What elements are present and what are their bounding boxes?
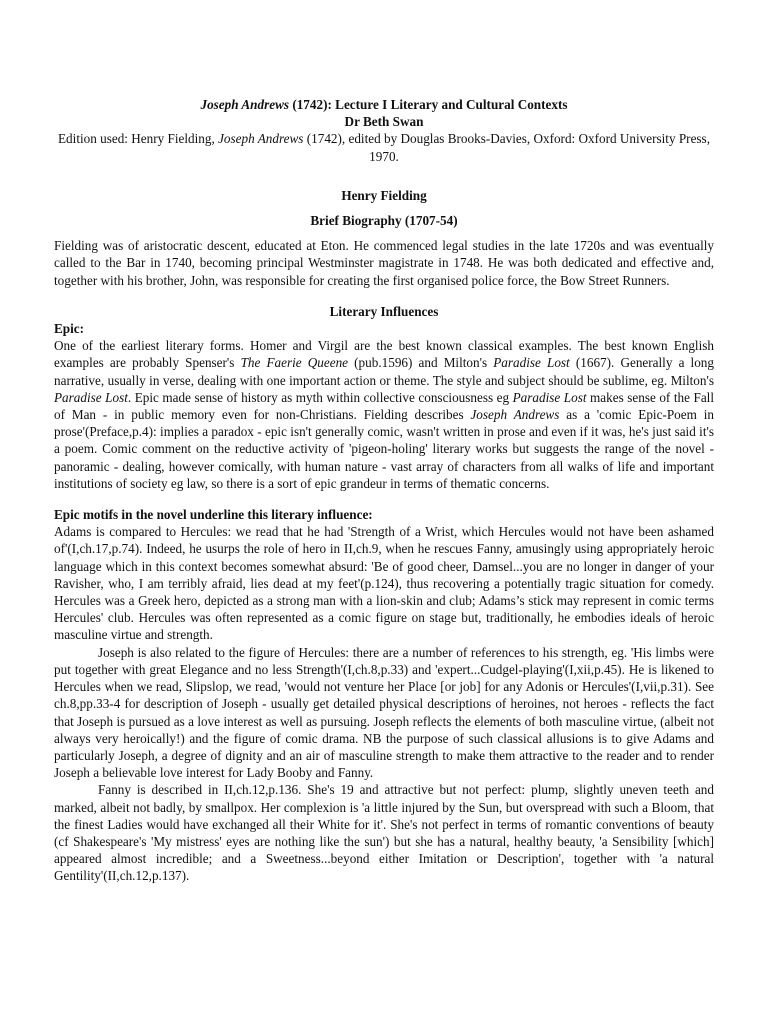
epic-italic-1: The Faerie Queene: [240, 355, 349, 371]
epic-text-4: . Epic made sense of history as myth within collective consciousness eg: [127, 389, 513, 405]
title-italic: Joseph Andrews: [200, 97, 290, 112]
lecture-title: [54, 96, 714, 113]
epic-subheading: Epic:: [54, 321, 85, 337]
epic-text-5: makes sense of the Fall of Man - in public memory even for non-Christians. Fielding describes: [54, 389, 714, 423]
document-header: [54, 96, 714, 165]
epic-paragraph: [54, 337, 714, 492]
edition-pre: Edition used: Henry Fielding,: [58, 131, 219, 147]
epic-italic-3: Paradise Lost: [54, 389, 128, 405]
biography-paragraph: Fielding was of aristocratic descent, educated at Eton. He commenced legal studies in the late 1720s and was eventually called to the Bar in 1740, becoming principal Westminster magistrate in 1748. He was both dedicated and effective and, together with his brother, John, was responsible for creating the first organised police force, the Bow Street Runners.: [54, 238, 714, 288]
epic-italic-2: Paradise Lost: [493, 355, 570, 371]
section-heading-fielding: Henry Fielding: [341, 187, 427, 203]
epic-motifs-heading: Epic motifs in the novel underline this literary influence:: [54, 507, 373, 523]
section-heading-influences: Literary Influences: [329, 303, 439, 319]
edition-italic: Joseph Andrews: [218, 131, 304, 147]
edition-note: [54, 130, 714, 164]
epic-text-6: as a 'comic Epic-Poem in prose'(Preface,p.4): implies a paradox - epic isn't generally comic, wasn't written in prose and even if it was, he's just said it's a poem. Comic comment on the reductive activity of 'pigeon-holing' literary works but suggests the range of the novel - panoramic - dealing, however comically, with human nature - vast array of characters from all walks of life and important institutions of society eg law, so there is a sort of epic grandeur in terms of thematic concerns.: [54, 407, 714, 491]
epic-italic-4: Paradise Lost: [512, 389, 587, 405]
adams-paragraph: Adams is compared to Hercules: we read that he had 'Strength of a Wrist, which Hercules would not have been ashamed of'(I,ch.17,p.74). Indeed, he usurps the role of hero in II,ch.9, when he rescues Fanny, amusingly using appropriately heroic language which in this context becomes somewhat absurd: 'Be of good cheer, Damsel...you are no longer in danger of your Ravisher, who, I am terribly afraid, lies dead at my feet'(p.124), thus recovering a potentially tragic situation for comedy. Hercules was a Greek hero, depicted as a strong man with a lion-skin and club; Adams’s stick may represent in comic terms Hercules' club. Hercules was often represented as a comic figure on stage but, traditionally, he embodies ideals of heroic masculine virtue and strength.: [54, 524, 714, 643]
epic-text-3: (1667). Generally a long narrative, usually in verse, dealing with one important action or theme. The style and subject should be sublime, eg. Milton's: [54, 355, 714, 388]
edition-post: (1742), edited by Douglas Brooks-Davies, Oxford: Oxford University Press, 1970.: [303, 131, 710, 164]
epic-text-1: One of the earliest literary forms. Homer and Virgil are the best known classical examples. The best known English examples are probably Spenser's: [54, 338, 714, 371]
epic-text-2: (pub.1596) and Milton's: [348, 355, 494, 371]
section-subheading-biography: Brief Biography (1707-54): [310, 213, 458, 229]
epic-italic-5: Joseph Andrews: [470, 407, 560, 423]
fanny-paragraph: Fanny is described in II,ch.12,p.136. She's 19 and attractive but not perfect: plump, slightly uneven teeth and marked, albeit not badly, by smallpox. Her complexion is 'a little injured by the Sun, but overspread with such a Bloom, that the finest Ladies would have exchanged all their White for it'. She's not perfect in terms of romantic conventions of beauty (cf Shakespeare's 'My mistress' eyes are nothing like the sun') but she has a natural, healthy beauty, 'a Sensibility [which] appeared almost incredible; and a Sweetness...beyond either Imitation or Description', together with 'a natural Gentility'(II,ch.12,p.137).: [54, 782, 714, 884]
lecturer-name: Dr Beth Swan: [344, 114, 424, 130]
joseph-paragraph: Joseph is also related to the figure of Hercules: there are a number of references to his strength, eg. 'His limbs were put together with great Elegance and no less Strength'(I,ch.8,p.33) and 'expert...Cudgel-playing'(I,xii,p.45). He is likened to Hercules when we read, Slipslop, we read, 'would not venture her Place [or job] for any Adonis or Hercules'(I,vii,p.31). See ch.8,pp.33-4 for description of Joseph - usually get detailed physical descriptions of heroines, not heroes - reflects the fact that Joseph is pursued as a love interest as well as pursuing. Joseph reflects the elements of both masculine virtue, (albeit not always very heroically!) and the figure of comic drama. NB the purpose of such classical allusions is to give Adams and particularly Joseph, a degree of dignity and an air of masculine strength to make them attractive to the reader and to render Joseph a believable love interest for Lady Booby and Fanny.: [54, 644, 714, 781]
title-rest: (1742): Lecture I Literary and Cultural Contexts: [289, 97, 568, 112]
